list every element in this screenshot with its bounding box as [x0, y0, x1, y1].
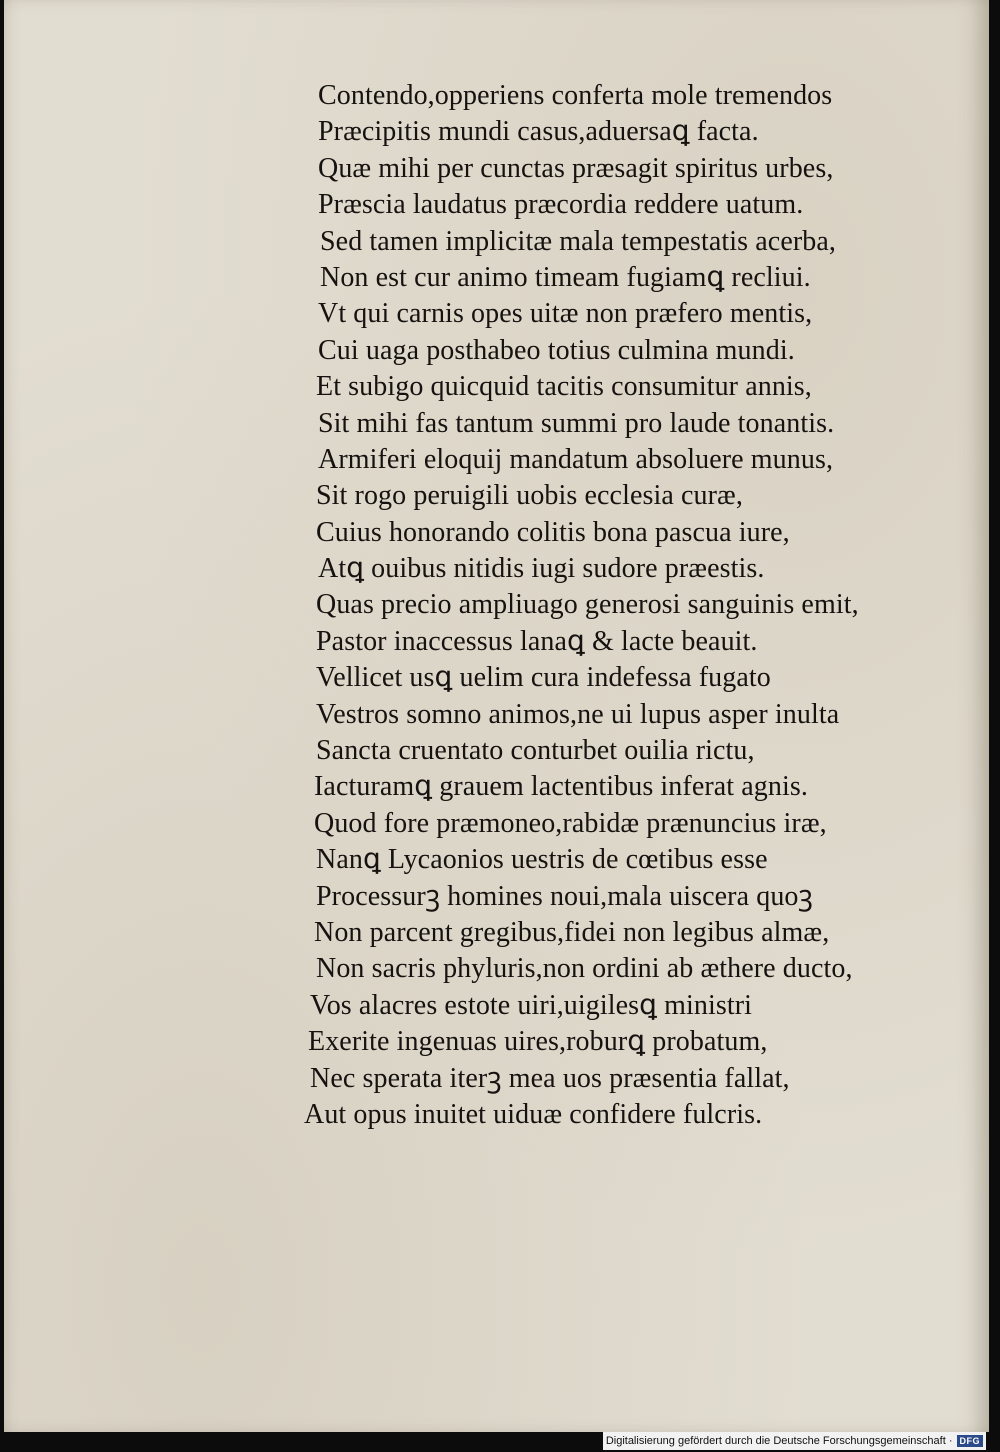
verse-line: Exerite ingenuas uires,roburꝗ probatum,: [308, 1026, 768, 1058]
verse-line: Præcipitis mundi casus,aduersaꝗ facta.: [318, 116, 759, 148]
verse-line: Nanꝗ Lycaonios uestris de cœtibus esse: [316, 844, 768, 876]
verse-line: Sit mihi fas tantum summi pro laude tonantis.: [318, 407, 835, 439]
dfg-logo: DFG: [957, 1435, 984, 1447]
verse-line: Non parcent gregibus,fidei non legibus almæ,: [314, 916, 830, 948]
verse-line: Non est cur animo timeam fugiamꝗ recliui.: [320, 261, 811, 293]
verse-line: Vos alacres estote uiri,uigilesꝗ ministri: [310, 989, 753, 1021]
verse-line: Quas precio ampliuago generosi sanguinis emit,: [316, 589, 859, 621]
verse-text-block: [304, 78, 944, 1133]
credit-text: Digitalisierung gefördert durch die Deutsche Forschungsgemeinschaft ·: [605, 1435, 953, 1447]
verse-line: Cui uaga posthabeo totius culmina mundi.: [318, 334, 795, 366]
verse-line: Atꝗ ouibus nitidis iugi sudore præestis.: [318, 553, 765, 585]
verse-line: Iacturamꝗ grauem lactentibus inferat agnis.: [314, 771, 808, 803]
verse-line: Cuius honorando colitis bona pascua iure,: [316, 516, 790, 548]
verse-line: Sit rogo peruigili uobis ecclesia curæ,: [316, 480, 743, 512]
verse-line: Aut opus inuitet uiduæ confidere fulcris.: [304, 1098, 763, 1130]
verse-line: Vt qui carnis opes uitæ non præfero mentis,: [318, 298, 813, 330]
verse-line: Pastor inaccessus lanaꝗ & lacte beauit.: [316, 625, 758, 657]
verse-line: Præscia laudatus præcordia reddere uatum.: [318, 189, 804, 221]
verse-line: Sed tamen implicitæ mala tempestatis acerba,: [320, 225, 837, 257]
verse-line: Et subigo quicquid tacitis consumitur annis,: [316, 371, 812, 403]
verse-line: Vestros somno animos,ne ui lupus asper inulta: [316, 698, 840, 730]
verse-line: Armiferi eloquij mandatum absoluere munus,: [318, 443, 834, 475]
verse-line: Quod fore præmoneo,rabidæ prænuncius iræ,: [314, 807, 827, 839]
verse-line: Contendo,opperiens conferta mole tremendos: [318, 80, 833, 111]
digitization-credit-footer: [603, 1432, 986, 1450]
verse-line: Quæ mihi per cunctas præsagit spiritus urbes,: [318, 152, 834, 184]
scanned-page: [4, 0, 989, 1432]
verse-line: Processurꝫ homines noui,mala uiscera quoꝫ: [316, 880, 813, 912]
verse-line: Nec sperata iterꝫ mea uos præsentia fallat,: [310, 1062, 790, 1094]
verse-line: Non sacris phyluris,non ordini ab æthere ducto,: [316, 953, 853, 985]
verse-line: Sancta cruentato conturbet ouilia rictu,: [316, 735, 755, 767]
verse-line: Vellicet usꝗ uelim cura indefessa fugato: [316, 662, 771, 694]
